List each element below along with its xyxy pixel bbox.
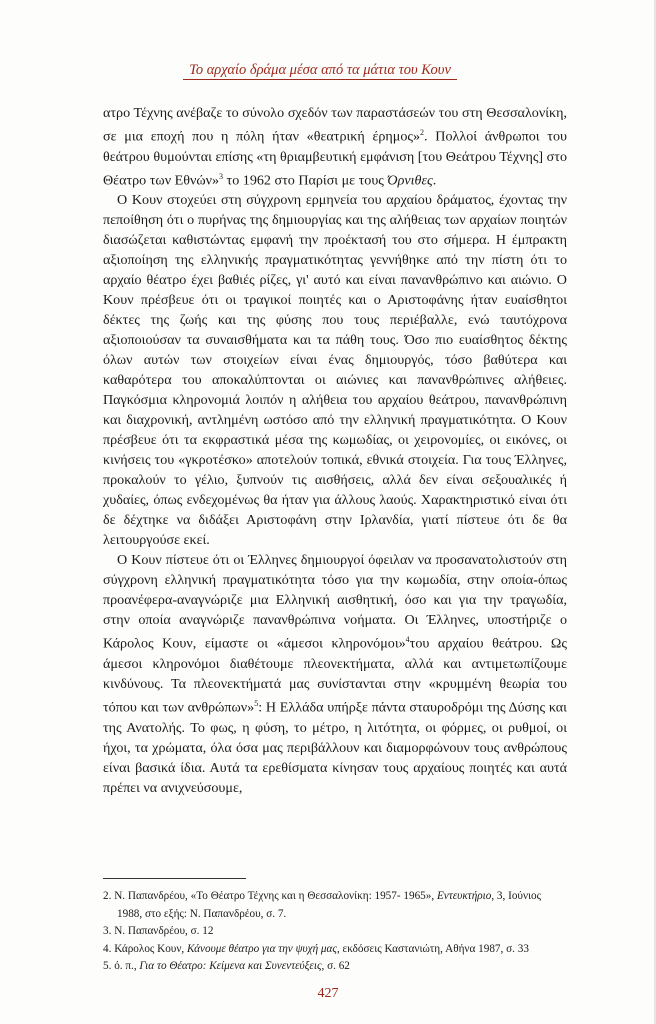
- footnote-rule: [103, 878, 246, 879]
- running-head: [100, 62, 540, 79]
- footnote-ref: 4: [405, 635, 410, 645]
- paragraph: [103, 103, 567, 190]
- text-run: 3. Ν. Παπανδρέου, σ. 12: [103, 925, 214, 937]
- text-run: Ο Κουν πίστευε ότι οι Έλληνες δημιουργοί όφειλαν να προσανατολιστούν στη σύγχρονη ελληνική πραγματικότητα τόσο για την κωμωδία, στην οποία-όπως προανέφερα-αναγνώριζε μια Ελληνική αισθητική, όσο και για την τραγωδία, στην οποία αναγνώριζε πανανθρώπινα νοήματα. Οι Έλληνες, υποστήριζε ο Κάρολος Κουν, είμαστε οι «άμεσοι κληρονόμοι»: [103, 552, 567, 653]
- paragraph: [103, 190, 567, 550]
- footnote-ref: 2: [420, 128, 425, 137]
- footnotes: [103, 888, 567, 976]
- footnote: [103, 888, 567, 923]
- footnote: [103, 958, 567, 976]
- italic-text: Κάνουμε θέατρο για την ψυχή μας: [187, 942, 337, 955]
- text-run: Ο Κουν στοχεύει στη σύγχρονη ερμηνεία του αρχαίου δράματος, έχοντας την πεποίθηση ότι ο πυρήνας της δημιουργίας και της αλήθειας των αρχαίων ποιητών διασώζεται καθιστώντας εμφανή την προέκτασή του στο σήμερα. Η έμπρακτη αξιοποίηση της ελληνικής πραγματικότητας γεννήθηκε από την πίστη ότι το αρχαίο θέατρο έχει βαθιές ρίζες, γι' αυτό και είναι πανανθρώπινο και αιώνιο. Ο Κουν πρέσβευε ότι οι τραγικοί ποιητές και ο Αριστοφάνης ήταν ευαίσθητοι δέκτες της ζωής και της φύσης που τους περιέβαλλε, ενώ ταυτόχρονα αξιοποιούσαν τα συναισθήματα και τα πάθη τους. Όσο πιο ευαίσθητος δέκτης όλων αυτών των στοιχείων είναι ένας δημιουργός, τόσο βαθύτερα και καθαρότερα του αποκαλύπτονται οι αιώνιες και πανανθρώπινες αλήθειες. Παγκόσμια κληρονομιά λοιπόν η αλήθεια του αρχαίου θεάτρου, πανανθρώπινη και διαχρονική, αντλημένη ωστόσο από την ελληνική πραγματικότητα. Ο Κουν πρέσβευε ότι τα εκφραστικά μέσα της κωμωδίας, οι χειρονομίες, οι εικόνες, οι κινήσεις του «γκροτέσκο» αποτελούν τοπικά, εθνικά στοιχεία. Για τους Έλληνες, προκαλούν το γέλιο, ξυπνούν τις αισθήσεις, αλλά δεν είναι σεξουαλικές ή χυδαίες, όπως ενδεχομένως θα ήταν για άλλους λαούς. Χαρακτηριστικό είναι ότι δε δέχτηκε να διδάξει Αριστοφάνη στην Ιρλανδία, γιατί πίστευε ότι δε θα λειτουργούσε εκεί.: [103, 192, 567, 549]
- text-run: το 1962 στο Παρίσι με τους: [223, 172, 388, 189]
- text-run: , 3, Ιούνιος 1988, στο εξής: Ν. Παπανδρέου, σ. 7.: [117, 890, 542, 920]
- text-run: , εκδόσεις Καστανιώτη, Αθήνα 1987, σ. 33: [336, 942, 529, 955]
- text-run: , σ. 62: [321, 960, 350, 972]
- paragraph: [103, 550, 567, 797]
- footnote-ref: 3: [219, 171, 224, 181]
- text-run: ατρο Τέχνης ανέβαζε το σύνολο σχεδόν των παραστάσεών του στη Θεσσαλονίκη, σε μια εποχή που η πόλη ήταν «θεατρική έρημος»: [103, 105, 567, 145]
- text-run: 5. ό. π.,: [103, 960, 140, 972]
- page-number: 427: [317, 986, 339, 1001]
- running-head-title: Το αρχαίο δράμα μέσα από τα μάτια του Κουν: [183, 62, 457, 80]
- footnote: [103, 923, 567, 941]
- text-run: : Η Ελλάδα υπήρξε πάντα σταυροδρόμι της Δύσης και της Ανατολής. Το φως, η φύση, το μέτρο, η λιτότητα, οι φόρμες, οι ρυθμοί, οι ήχοι, τα χρώματα, όλα όσα μας περιβάλλουν και διαμορφώνουν τους ανθρώπους είναι βασικά ίδια. Αυτά τα ερεθίσματα κίνησαν τους αρχαίους ποιητές και αυτά πρέπει να ανιχνεύσουμε,: [103, 699, 567, 796]
- footnote-ref: 5: [254, 699, 259, 709]
- text-run: .: [432, 172, 437, 189]
- italic-text: Εντευκτήριο: [436, 890, 492, 902]
- body-text: [103, 103, 567, 798]
- footnote: [103, 941, 567, 959]
- text-run: . Πολλοί άνθρωποι του θεάτρου θυμούνται επίσης «τη θριαμβευτική εμφάνιση [του Θεάτρου Τέχνης] στο Θέατρο των Εθνών»: [103, 128, 567, 189]
- text-run: 2. Ν. Παπανδρέου, «Το Θέατρο Τέχνης και η Θεσσαλονίκη: 1957- 1965»,: [103, 890, 437, 902]
- italic-text: Όρνιθες: [387, 172, 433, 189]
- text-run: του αρχαίου θεάτρου. Ως άμεσοι κληρονόμοι διαθέτουμε πλεονεκτήματα, αλλά και αντιμετωπίζουμε κινδύνους. Τα πλεονεκτήματά μας συνίστανται στην «κρυμμένη θεωρία του τόπου και των ανθρώπων»: [103, 636, 567, 716]
- text-run: 4. Κάρολος Κουν,: [103, 942, 187, 955]
- italic-text: Για το Θέατρο: Κείμενα και Συνεντεύξεις: [139, 960, 322, 972]
